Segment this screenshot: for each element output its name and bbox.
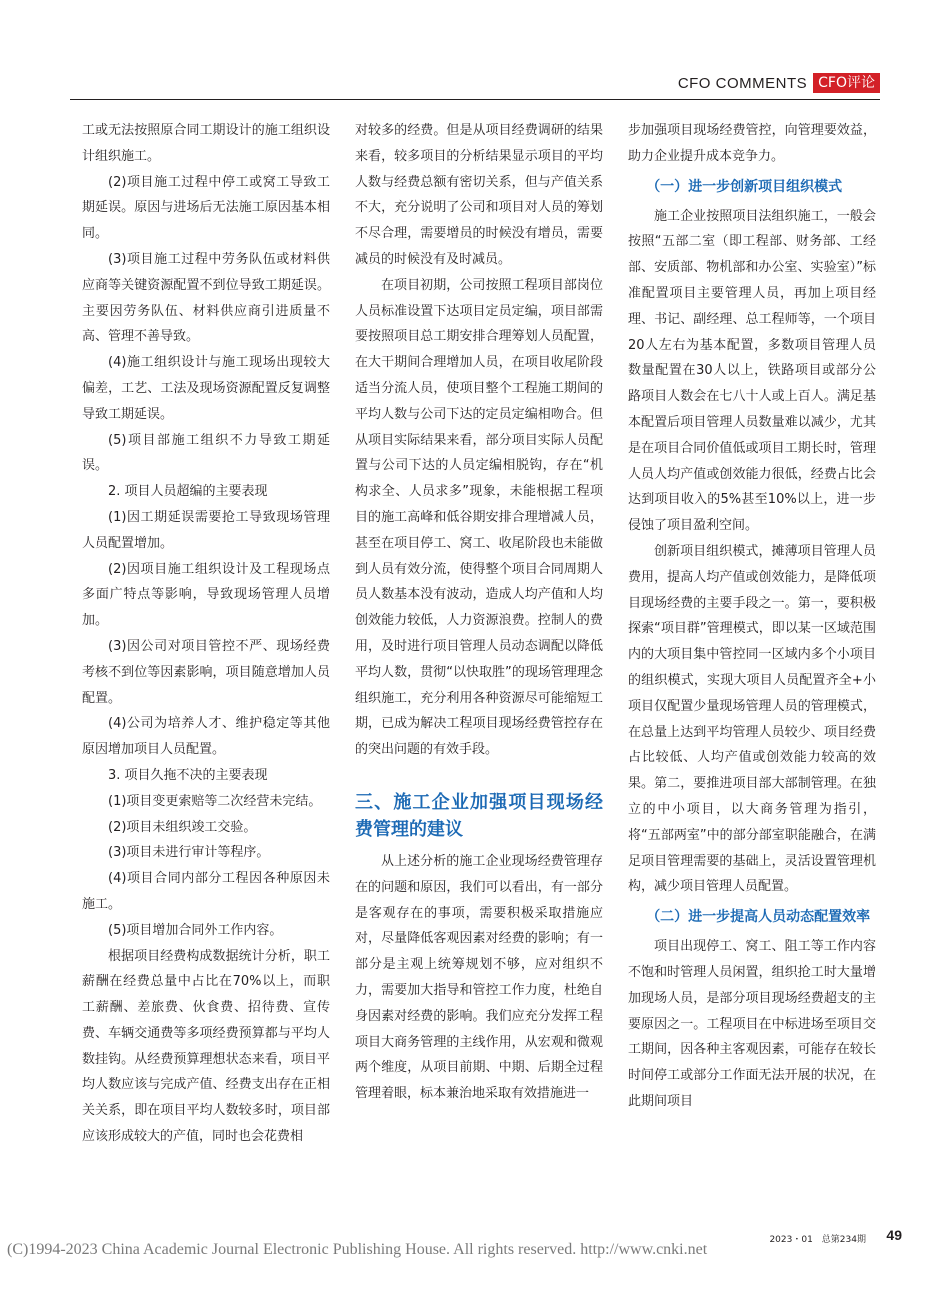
paragraph: (5)项目增加合同外工作内容。 (108, 922, 283, 938)
page-number: 49 (886, 1227, 902, 1243)
paragraph: (4)施工组织设计与施工现场出现较大偏差，工艺、工法及现场资源配置反复调整导致工期延误。 (82, 355, 330, 422)
paragraph: 施工企业按照项目法组织施工，一般会按照“五部二室（即工程部、财务部、工经部、安质部、物机部和办公室、实验室）”标准配置项目主要管理人员，再加上项目经理、书记、副经理、总工程师等，一个项目20人左右为基本配置，多数项目管理人员数量配置在30人以上，铁路项目或部分公路项目人数会在七八十人或上百人。满足基本配置后项目管理人员数量难以减少，尤其是在项目合同价值低或项目工期长时，管理人员人均产值或创效能力很低，经费占比会达到项目收入的5%甚至10%以上，进一步侵蚀了项目盈利空间。 (628, 208, 876, 534)
paragraph: (1)项目变更索赔等二次经营未完结。 (108, 793, 322, 809)
paragraph: 对较多的经费。但是从项目经费调研的结果来看，较多项目的分析结果显示项目的平均人数与经费总额有密切关系，但与产值关系不大，充分说明了公司和项目对人员的筹划不尽合理，需要增员的时候没有增员，需要减员的时候没有及时减员。 (355, 123, 603, 267)
subheading: 3. 项目久拖不决的主要表现 (108, 767, 268, 783)
subsection-heading: （一）进一步创新项目组织模式 (646, 178, 843, 195)
header-cn-badge: CFO评论 (813, 73, 880, 93)
journal-header (678, 72, 880, 94)
copyright-watermark: (C)1994-2023 China Academic Journal Electronic Publishing House. All rights reserved. http://www.cnki.net (7, 1241, 708, 1258)
paragraph: (2)项目未组织竣工交验。 (108, 819, 257, 835)
paragraph: (1)因工期延误需要抢工导致现场管理人员配置增加。 (82, 509, 330, 551)
issue-info: 2023・01 总第234期 (769, 1235, 866, 1245)
paragraph: (3)项目施工过程中劳务队伍或材料供应商等关键资源配置不到位导致工期延误。主要因劳务队伍、材料供应商引进质量不高、管理不善导致。 (82, 251, 330, 345)
paragraph: 从上述分析的施工企业现场经费管理存在的问题和原因，我们可以看出，有一部分是客观存在的事项，需要积极采取措施应对，尽量降低客观因素对经费的影响；有一部分是主观上统筹规划不够，应对组织不力，需要加大指导和管控工作力度，杜绝自身因素对经费的影响。我们应充分发挥工程项目大商务管理的主线作用，从宏观和微观两个维度，从项目前期、中期、后期全过程管理着眼，标本兼治地采取有效措施进一 (355, 853, 603, 1102)
paragraph: (5)项目部施工组织不力导致工期延误。 (82, 432, 330, 474)
paragraph: 工或无法按照原合同工期设计的施工组织设计组织施工。 (82, 123, 330, 164)
header-rule (70, 99, 880, 100)
header-en-title: CFO COMMENTS (677, 74, 808, 92)
paragraph: (4)公司为培养人才、维护稳定等其他原因增加项目人员配置。 (82, 716, 330, 758)
paragraph: (3)因公司对项目管控不严、现场经费考核不到位等因素影响，项目随意增加人员配置。 (82, 638, 330, 706)
paragraph: 创新项目组织模式，摊薄项目管理人员费用，提高人均产值或创效能力，是降低项目现场经费的主要手段之一。第一，要积极探索“项目群”管理模式，即以某一区域范围内的大项目集中管控同一区域内多个小项目的组织模式，实现大项目人员配置齐全+小项目仅配置少量现场管理人员的管理模式，在总量上达到平均管理人员较少、项目经费占比较低、人均产值或创效能力较高的效果。第二，要推进项目部大部制管理。在独立的中小项目，以大商务管理为指引，将“五部两室”中的部分部室职能融合，在满足项目管理需要的基础上，灵活设置管理机构，减少项目管理人员配置。 (628, 543, 876, 895)
paragraph: 根据项目经费构成数据统计分析，职工薪酬在经费总量中占比在70%以上，而职工薪酬、差旅费、伙食费、招待费、宣传费、车辆交通费等多项经费预算都与平均人数挂钩。从经费预算理想状态来看，项目平均人数应该与完成产值、经费支出存在正相关关系，即在项目平均人数较多时，项目部应该形成较大的产值，同时也会花费相 (82, 948, 330, 1145)
paragraph: (4)项目合同内部分工程因各种原因未施工。 (82, 871, 330, 912)
column-left (82, 118, 330, 1150)
subheading: 2. 项目人员超编的主要表现 (108, 484, 268, 500)
paragraph: (2)项目施工过程中停工或窝工导致工期延误。原因与进场后无法施工原因基本相同。 (82, 174, 330, 242)
column-right (628, 118, 876, 1115)
paragraph: (3)项目未进行审计等程序。 (108, 845, 270, 861)
paragraph: (2)因项目施工组织设计及工程现场点多面广特点等影响，导致现场管理人员增加。 (82, 561, 330, 629)
paragraph: 在项目初期，公司按照工程项目部岗位人员标准设置下达项目定员定编，项目部需要按照项目总工期安排合理筹划人员配置，在大干期间合理增加人员，在项目收尾阶段适当分流人员，使项目整个工程施工期间的平均人数与公司下达的定员定编相吻合。但从项目实际结果来看，部分项目实际人员配置与公司下达的人员定编相脱钩，存在“机构求全、人员求多”现象，未能根据工程项目的施工高峰和低谷期安排合理增减人员，甚至在项目停工、窝工、收尾阶段也未能做到人员有效分流，使得整个项目合同周期人员人数基本没有波动，造成人均产值和人均创效能力较低，人力资源浪费。控制人的费用，及时进行项目管理人员动态调配以降低平均人数，贯彻“以快取胜”的现场管理理念组织施工，充分利用各种资源尽可能缩短工期，已成为解决工程项目现场经费管控存在的突出问题的有效手段。 (355, 277, 603, 758)
subsection-heading: （二）进一步提高人员动态配置效率 (646, 909, 871, 926)
paragraph: 步加强项目现场经费管控，向管理要效益，助力企业提升成本竞争力。 (628, 123, 876, 164)
column-middle (355, 118, 603, 1107)
paragraph: 项目出现停工、窝工、阻工等工作内容不饱和时管理人员闲置，组织抢工时大量增加现场人员，是部分项目现场经费超支的主要原因之一。工程项目在中标进场至项目交工期间，因各种主客观因素，可能存在较长时间停工或部分工作面无法开展的状况，在此期间项目 (628, 939, 876, 1109)
section-heading: 三、施工企业加强项目现场经费管理的建议 (355, 791, 603, 840)
